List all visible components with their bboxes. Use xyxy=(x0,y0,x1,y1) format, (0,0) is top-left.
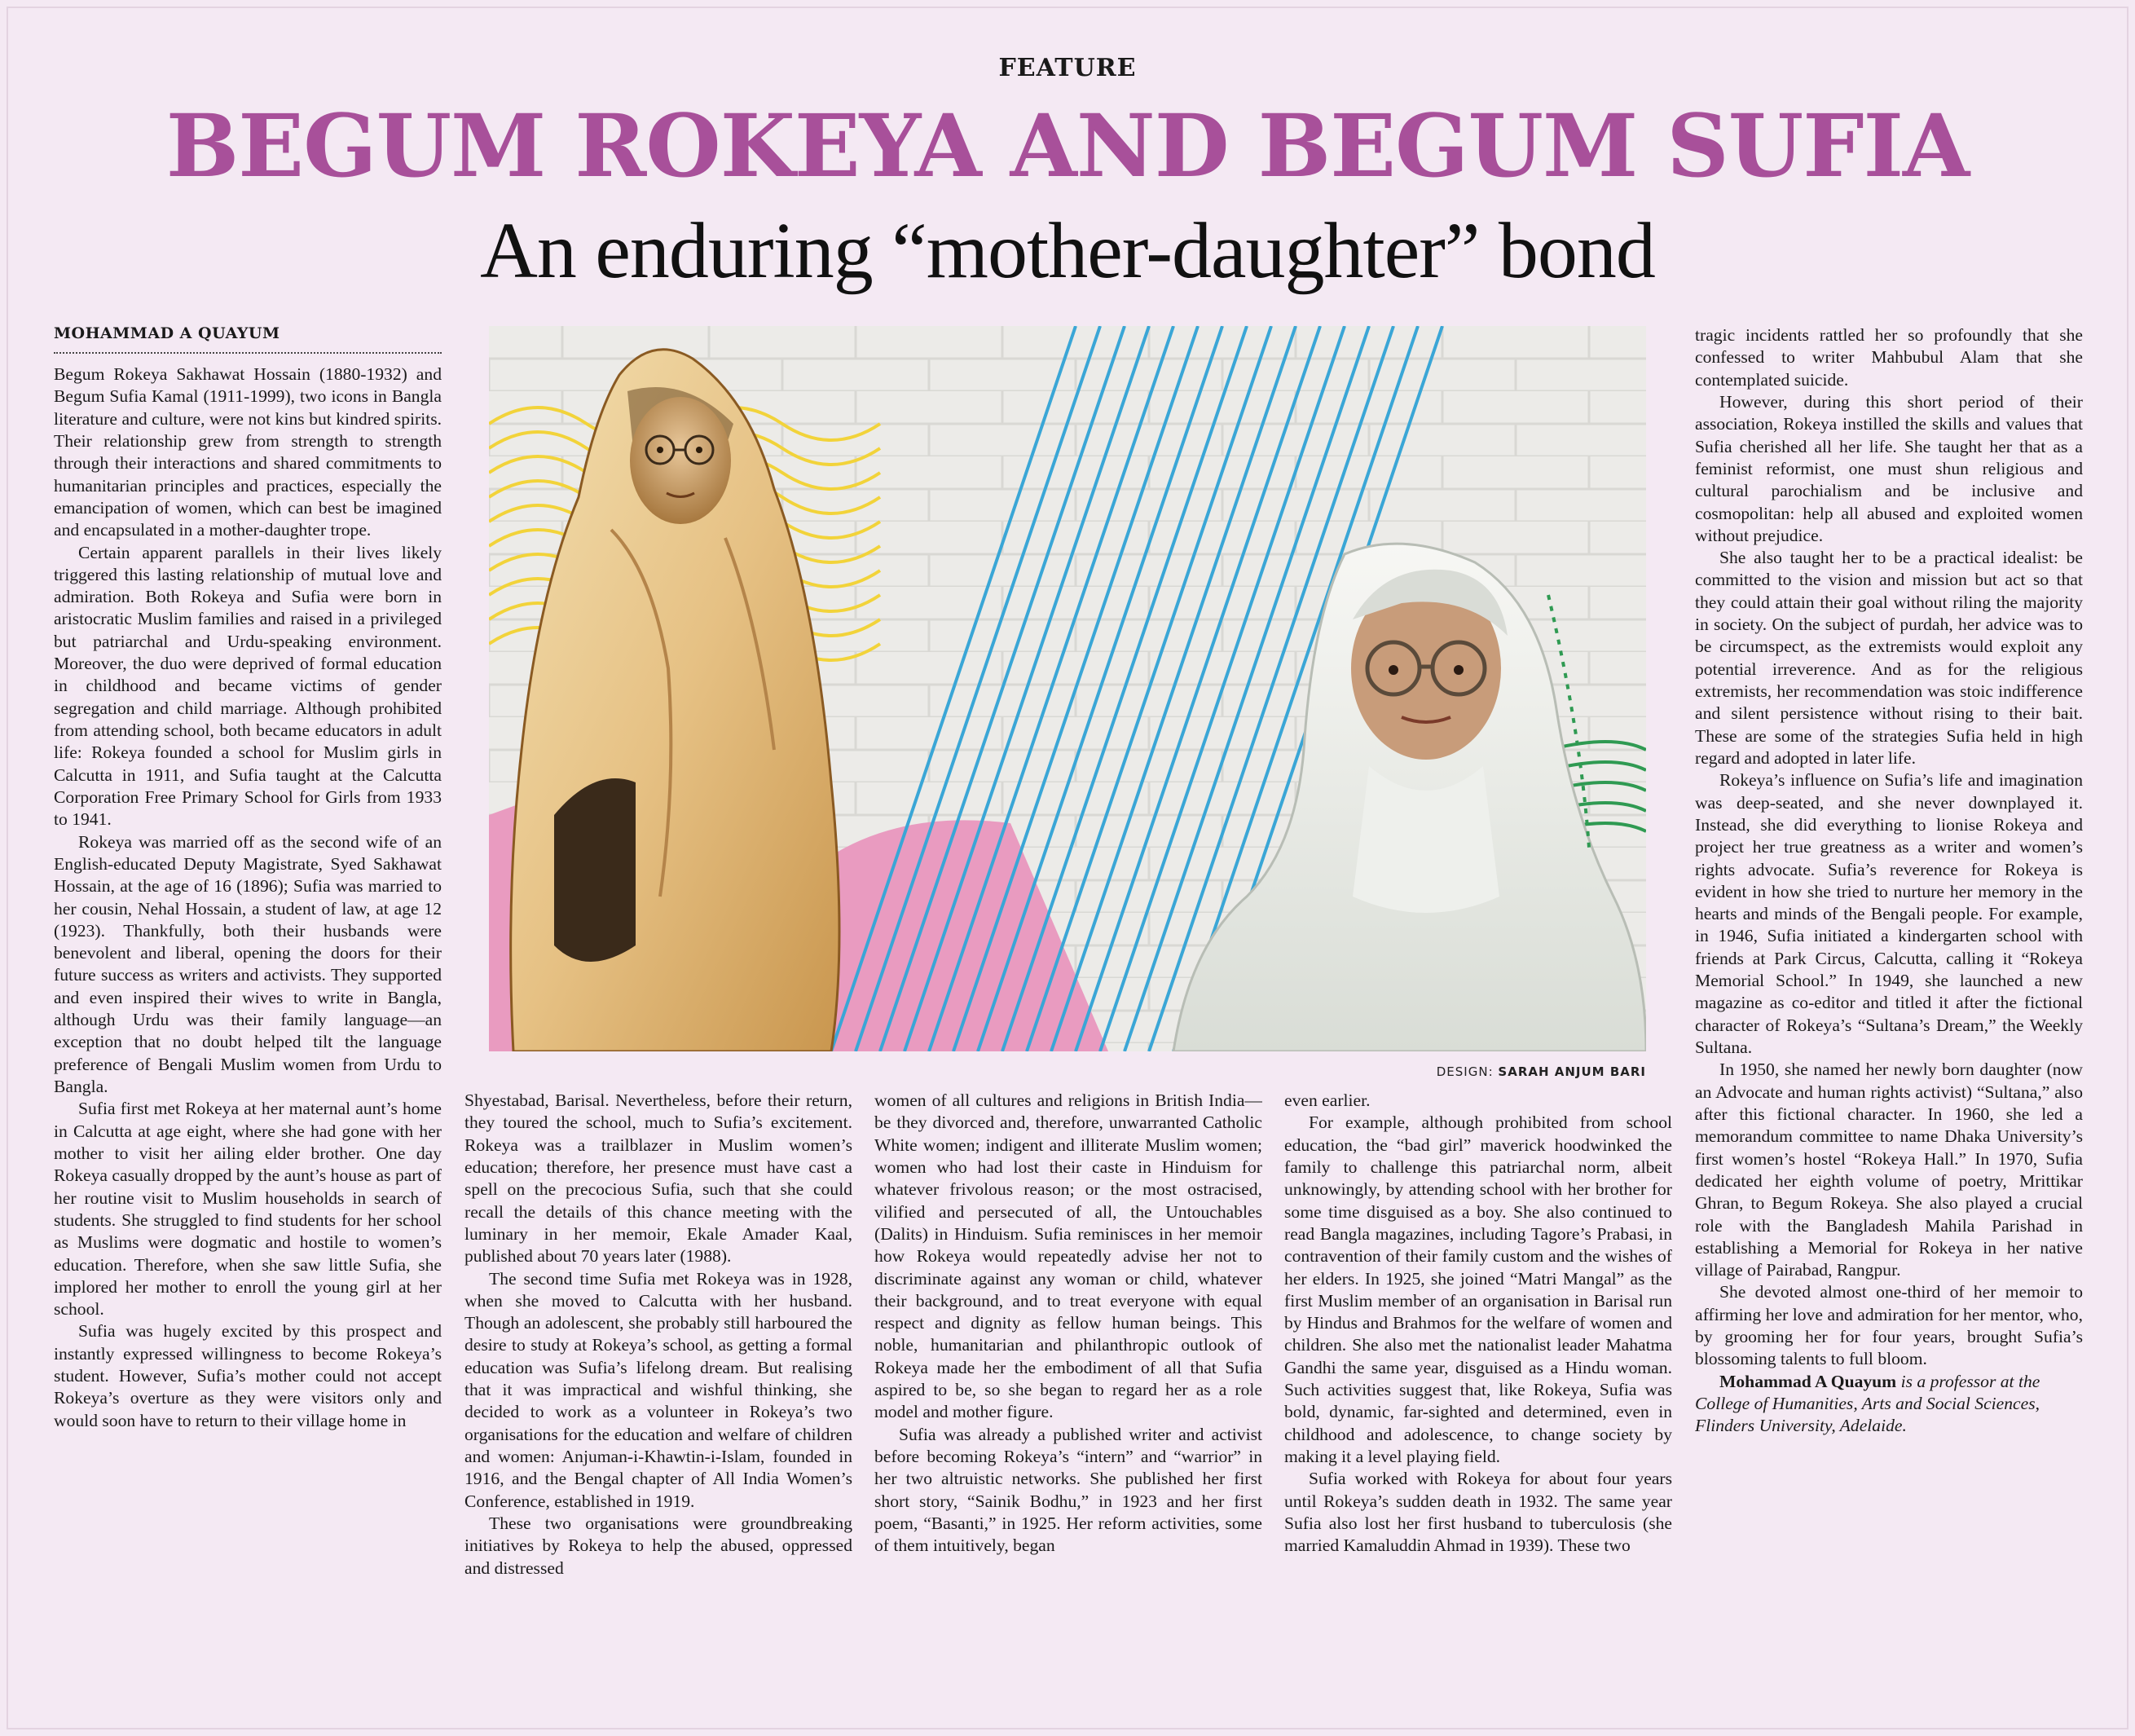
article-column-1 xyxy=(54,364,442,1692)
illustration-collage xyxy=(489,326,1646,1051)
paragraph: She devoted almost one-third of her memoir to affirming her love and admiration for her mentor, who, by grooming her for four years, brought Sufia’s blossoming talents to full bloom. xyxy=(1695,1282,2083,1369)
article-column-5 xyxy=(1695,324,2083,1694)
paragraph: For example, although prohibited from school education, the “bad girl” maverick hoodwinked the family to challenge this patriarchal norm, albeit unknowingly, by attending school with her brother for some time disguised as a boy. She also continued to read Bangla magazines, including Tagore’s Prabasi, in contravention of their family custom and the wishes of her elders. In 1925, she joined “Matri Mangal” as the first Muslim member of an organisation in Barisal run by Hindus and Brahmos for the welfare of women and children. She also met the nationalist leader Mahatma Gandhi the same year, disguised as a Hindu woman. Such activities suggest that, like Rokeya, Sufia was bold, dynamic, far-sighted and determined, even in childhood and adolescence, to change society by making it a level playing field. xyxy=(1284,1113,1672,1466)
credit-name: SARAH ANJUM BARI xyxy=(1498,1064,1646,1079)
author-name: Mohammad A Quayum xyxy=(1719,1371,1897,1391)
paragraph: The second time Sufia met Rokeya was in 1928, when she moved to Calcutta with her husband. Though an adolescent, she probably still harboured the desire to study at Rokeya’s school, as getting a formal education was Sufia’s lifelong dream. But realising that it was impractical and wishful thinking, she decided to work as a volunteer in Rokeya’s two organisations for the education and welfare of children and women: Anjuman-i-Khawtin-i-Islam, founded in 1916, and the Bengal chapter of All India Women’s Conference, established in 1919. xyxy=(464,1268,852,1511)
paragraph: These two organisations were groundbreaking initiatives by Rokeya to help the abused, oppressed and distressed xyxy=(464,1513,852,1578)
paragraph: Sufia worked with Rokeya for about four years until Rokeya’s sudden death in 1932. The same year Sufia also lost her first husband to tuberculosis (she married Kamaluddin Ahmad in 1939). These two xyxy=(1284,1469,1672,1556)
paragraph: even earlier. xyxy=(1284,1091,1371,1110)
paragraph: Begum Rokeya Sakhawat Hossain (1880-1932) and Begum Sufia Kamal (1911-1999), two icons in Bangla literature and culture, were not kins but kindred spirits. Their relationship grew from strength to strength through their interactions and shared commitments to humanitarian principles and practices, especially the emancipation of women, which can best be imagined and encapsulated in a mother-daughter trope. xyxy=(54,364,442,540)
section-kicker: FEATURE xyxy=(998,54,1137,82)
feature-illustration xyxy=(489,326,1646,1051)
byline: MOHAMMAD A QUAYUM xyxy=(54,324,442,354)
credit-label: DESIGN: xyxy=(1436,1064,1494,1079)
paragraph: However, during this short period of their association, Rokeya instilled the skills and values that Sufia cherished all her life. She taught her that as a feminist reformist, one must shun religious and cultural parochialism and be inclusive and cosmopolitan: help all abused and exploited women without prejudice. xyxy=(1695,391,2083,545)
paragraph: women of all cultures and religions in British India—be they divorced and, therefore, unwarranted Catholic White women; indigent and illiterate Muslim women; women who had lost their caste in Hinduism for whatever frivolous reason; or the most ostracised, vilified and persecuted of all, the Untouchables (Dalits) in Hinduism. Sufia reminisces in her memoir how Rokeya would repeatedly advise her not to discriminate against any woman or child, whatever their background, and to treat everyone with equal respect and dignity as fellow human beings. This noble, humanitarian and philanthropic outlook of Rokeya made her the embodiment of all that Sufia aspired to be, so she began to regard her as a role model and mother figure. xyxy=(874,1091,1262,1422)
paragraph: tragic incidents rattled her so profoundly that she confessed to writer Mahbubul Alam that she contemplated suicide. xyxy=(1695,325,2083,390)
article-column-2 xyxy=(464,1090,852,1693)
article-column-4 xyxy=(1284,1090,1672,1693)
paragraph: Certain apparent parallels in their lives likely triggered this lasting relationship of mutual love and admiration. Both Rokeya and Sufia were born in aristocratic Muslim families and raised in a privileged but patriarchal and Urdu-speaking environment. Moreover, the duo were deprived of formal education in childhood and became victims of gender segregation and child marriage. Although prohibited from attending school, both became educators in adult life: Rokeya founded a school for Muslim girls in Calcutta in 1911, and Sufia taught at the Calcutta Corporation Free Primary School for Girls from 1933 to 1941. xyxy=(54,542,442,830)
article-column-3 xyxy=(874,1090,1262,1693)
paragraph: Sufia was hugely excited by this prospect and instantly expressed willingness to become Rokeya’s student. However, Sufia’s mother could not accept Rokeya’s overture as they were visitors only and would soon have to return to their village home in xyxy=(54,1321,442,1430)
paragraph: Sufia first met Rokeya at her maternal aunt’s home in Calcutta at age eight, where she had gone with her mother to visit her ailing elder brother. One day Rokeya casually dropped by the aunt’s house as part of her routine visit to Muslim households in search of students. She struggled to find students for her school as Muslims were dogmatic and hostile to women’s education. Therefore, when she saw little Sufia, she implored her mother to enroll the young girl at her school. xyxy=(54,1099,442,1320)
paragraph: Rokeya’s influence on Sufia’s life and imagination was deep-seated, and she never downplayed it. Instead, she did everything to lionise Rokeya and project her true greatness as a writer and women’s rights advocate. Sufia’s reverence for Rokeya is evident in how she tried to nurture her memory in the hearts and minds of the Bengali people. For example, in 1946, Sufia initiated a kindergarten school with friends at Park Circus, Calcutta, calling it “Rokeya Memorial School.” In 1949, she launched a new magazine as co-editor and titled it after the fictional character of Rokeya’s “Sultana’s Dream,” the Weekly Sultana. xyxy=(1695,770,2083,1057)
paragraph: Sufia was already a published writer and activist before becoming Rokeya’s “intern” and “warrior” in her two altruistic networks. She published her first short story, “Sainik Bodhu,” in 1923 and her first poem, “Basanti,” in 1925. Her reform activities, some of them intuitively, began xyxy=(874,1424,1262,1556)
paragraph: She also taught her to be a practical idealist: be committed to the vision and mission but act so that they could attain their goal without riling the majority in society. On the subject of purdah, her advice was to be circumspect, as the extremists would exploit any potential irreverence. And as for the religious extremists, her recommendation was stoic indifference and silent persistence without rising to their bait. These are some of the strategies Sufia held in high regard and adopted in later life. xyxy=(1695,548,2083,768)
paragraph: In 1950, she named her newly born daughter (now an Advocate and human rights activist) “Sultana,” also after this fictional character. In 1960, she led a memorandum committee to name Dhaka University’s first women’s hostel “Rokeya Hall.” In 1970, Sufia dedicated her eighth volume of poetry, Mrittikar Ghran, to Begum Rokeya. She also played a crucial role with the Bangladesh Mahila Parishad in establishing a Memorial for Rokeya in her native village of Pairabad, Rangpur. xyxy=(1695,1060,2083,1280)
headline: BEGUM ROKEYA AND BEGUM SUFIA xyxy=(165,95,1970,196)
subheadline: An enduring “mother-daughter” bond xyxy=(480,207,1655,295)
author-note xyxy=(1695,1371,2083,1438)
paragraph: Shyestabad, Barisal. Nevertheless, before their return, they toured the school, much to Sufia’s excitement. Rokeya was a trailblazer in Muslim women’s education; therefore, her presence must have cast a spell on the precocious Sufia, such that she could recall the details of this chance meeting with the luminary in her memoir, Ekale Amader Kaal, published about 70 years later (1988). xyxy=(464,1091,852,1267)
author-bio: is a professor at the College of Humanities, Arts and Social Sciences, Flinders University, Adelaide. xyxy=(1695,1371,2040,1436)
paragraph: Rokeya was married off as the second wife of an English-educated Deputy Magistrate, Syed Sakhawat Hossain, at the age of 16 (1896); Sufia was married to her cousin, Nehal Hossain, a student of law, at age 12 (1923). Thankfully, both their husbands were benevolent and liberal, opening the doors for their future success as writers and activists. They supported and even inspired their wives to write in Bangla, although Urdu was their family language—an exception that no doubt helped tilt the language preference of Bengali Muslim women from Urdu to Bangla. xyxy=(54,831,442,1096)
design-credit xyxy=(1304,1064,1646,1079)
